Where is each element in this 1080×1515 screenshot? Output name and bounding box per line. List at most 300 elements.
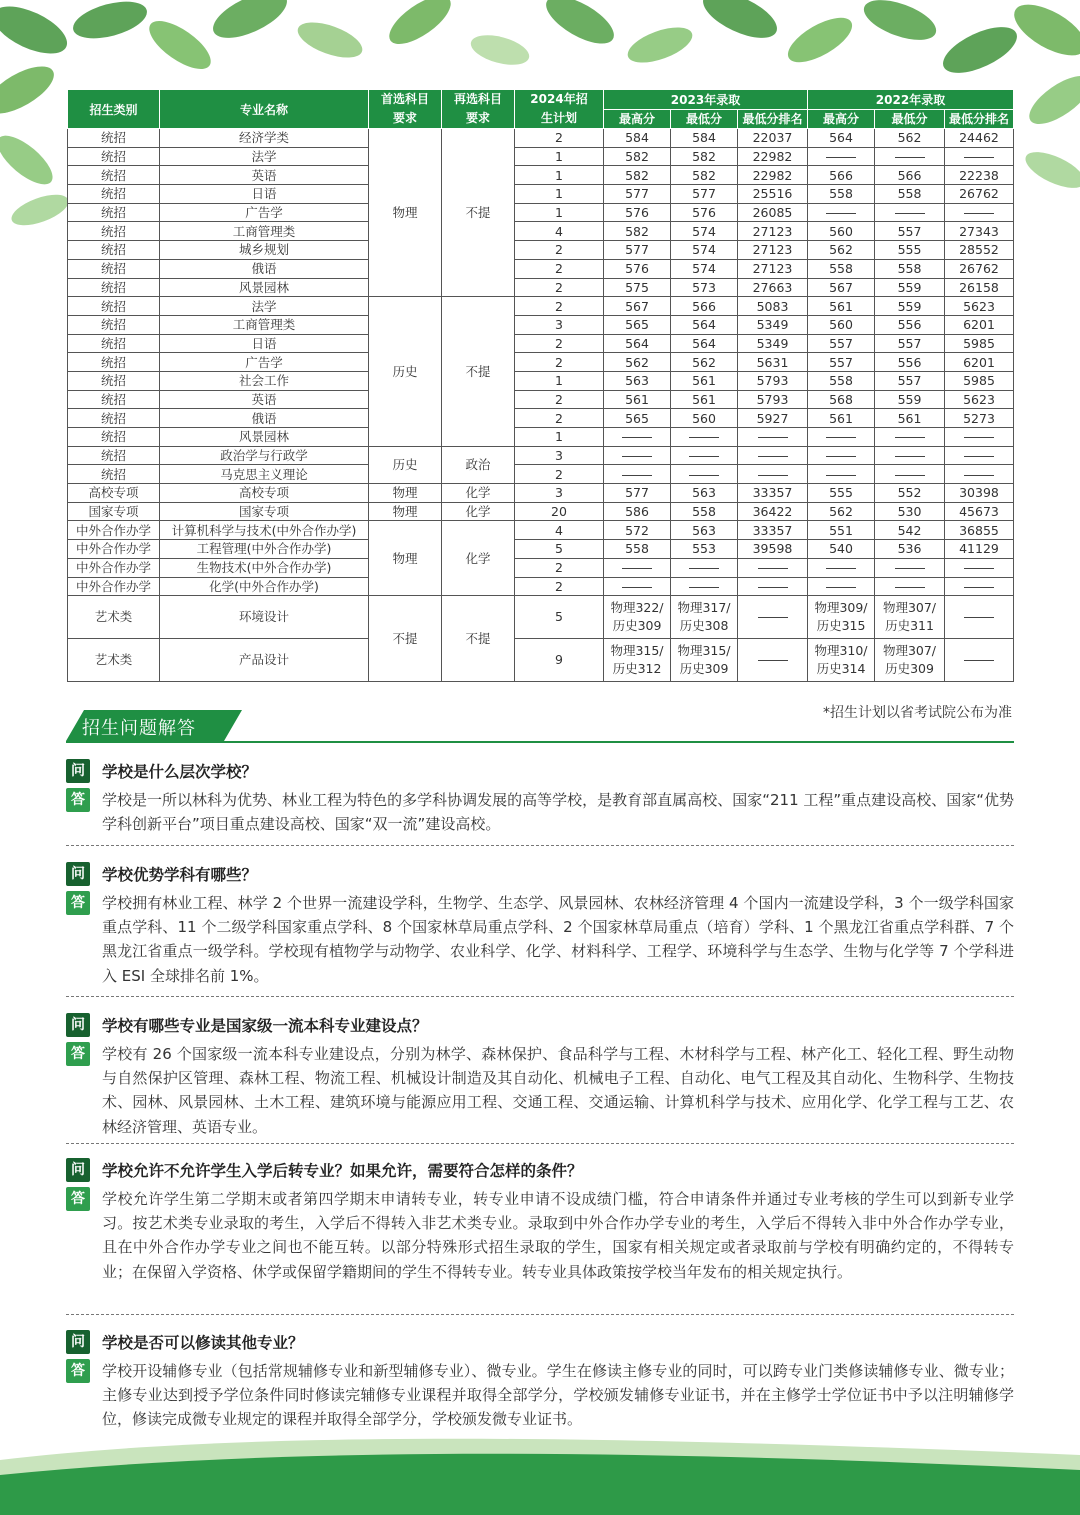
cell-r23: 5631 xyxy=(738,353,808,372)
cell-h22: 540 xyxy=(808,540,875,559)
cell-h23: 565 xyxy=(604,409,671,428)
cell-plan: 1 xyxy=(515,185,604,204)
cell-second-subject: 化学 xyxy=(442,502,515,521)
empty-dash xyxy=(826,587,856,588)
cell-r23: 39598 xyxy=(738,540,808,559)
header-2022-high: 最高分 xyxy=(808,109,875,129)
section-header-banner xyxy=(66,710,1014,743)
cell-major: 法学 xyxy=(160,147,369,166)
cell-category: 统招 xyxy=(68,334,160,353)
cell-l22: 559 xyxy=(875,278,945,297)
empty-dash xyxy=(689,568,719,569)
cell-r22: 41129 xyxy=(945,540,1014,559)
admission-table xyxy=(67,89,1014,682)
table-row xyxy=(68,502,1014,521)
cell-h23: 564 xyxy=(604,334,671,353)
cell-h23: 561 xyxy=(604,390,671,409)
cell-plan: 2 xyxy=(515,577,604,596)
cell-l22: 物理307/ 历史309 xyxy=(875,639,945,682)
cell-plan: 5 xyxy=(515,540,604,559)
empty-dash xyxy=(964,660,994,661)
empty-dash xyxy=(826,475,856,476)
cell-l23: 562 xyxy=(671,353,738,372)
cell-plan: 1 xyxy=(515,166,604,185)
bottom-wave-decoration xyxy=(0,1430,1080,1515)
header-first-subject xyxy=(369,90,442,129)
question-text: 学校是什么层次学校？ xyxy=(102,763,258,781)
cell-r23: 27663 xyxy=(738,278,808,297)
table-row xyxy=(68,484,1014,503)
cell-r22: 22238 xyxy=(945,166,1014,185)
cell-category: 统招 xyxy=(68,409,160,428)
header-first-subject-text: 首选科目要求 xyxy=(381,92,430,125)
empty-dash xyxy=(895,456,925,457)
cell-l23: 582 xyxy=(671,166,738,185)
empty-dash xyxy=(758,456,788,457)
cell-r22 xyxy=(945,639,1014,682)
cell-plan: 3 xyxy=(515,484,604,503)
empty-dash xyxy=(689,475,719,476)
answer-badge: 答 xyxy=(66,1187,90,1211)
cell-plan: 2 xyxy=(515,259,604,278)
cell-second-subject: 化学 xyxy=(442,484,515,503)
cell-h23: 582 xyxy=(604,166,671,185)
cell-category: 统招 xyxy=(68,166,160,185)
cell-major: 法学 xyxy=(160,297,369,316)
cell-h23: 558 xyxy=(604,540,671,559)
cell-h23 xyxy=(604,577,671,596)
cell-major: 生物技术(中外合作办学) xyxy=(160,558,369,577)
empty-dash xyxy=(826,437,856,438)
table-row xyxy=(68,241,1014,260)
cell-h22 xyxy=(808,558,875,577)
cell-l22: 557 xyxy=(875,334,945,353)
cell-second-subject: 政治 xyxy=(442,446,515,483)
cell-plan: 3 xyxy=(515,446,604,465)
cell-category: 中外合作办学 xyxy=(68,577,160,596)
cell-second-subject: 不提 xyxy=(442,297,515,447)
qa-item xyxy=(66,1012,1014,1139)
cell-category: 统招 xyxy=(68,278,160,297)
answer-text: 学校拥有林业工程、林学 2 个世界一流建设学科，生物学、生态学、风景园林、农林经济管理 4 个国内一流建设学科，3 个一级学科国家重点学科、11 个二级学科国家重点学科、8 个国家林草局重点学科、2 个国家林草局重点（培育）学科、1 个黑龙江省重点学科群、7 个黑龙江省重点一级学科。学校现有植物学与动物学、农业科学、化学、材料科学、工程学、环境科学与生态学、生物与化学等 7 个学科进入 ESI 全球排名前 1%。 xyxy=(102,894,1014,985)
empty-dash xyxy=(689,437,719,438)
cell-h22: 物理310/ 历史314 xyxy=(808,639,875,682)
cell-h22 xyxy=(808,203,875,222)
cell-major: 工商管理类 xyxy=(160,315,369,334)
cell-h23: 物理322/ 历史309 xyxy=(604,596,671,639)
cell-r23: 33357 xyxy=(738,484,808,503)
cell-major: 日语 xyxy=(160,185,369,204)
cell-r23: 27123 xyxy=(738,259,808,278)
cell-major: 经济学类 xyxy=(160,129,369,148)
cell-h22 xyxy=(808,465,875,484)
cell-l23 xyxy=(671,428,738,447)
cell-plan: 2 xyxy=(515,353,604,372)
empty-dash xyxy=(964,568,994,569)
cell-plan: 1 xyxy=(515,147,604,166)
cell-r23 xyxy=(738,577,808,596)
cell-l22: 552 xyxy=(875,484,945,503)
cell-major: 城乡规划 xyxy=(160,241,369,260)
cell-r22: 5273 xyxy=(945,409,1014,428)
cell-r23: 5349 xyxy=(738,334,808,353)
cell-plan: 4 xyxy=(515,222,604,241)
cell-major: 工程管理(中外合作办学) xyxy=(160,540,369,559)
cell-r22: 26762 xyxy=(945,185,1014,204)
cell-l22 xyxy=(875,446,945,465)
empty-dash xyxy=(826,568,856,569)
qa-item xyxy=(66,861,1014,988)
cell-l23: 561 xyxy=(671,371,738,390)
cell-r23: 26085 xyxy=(738,203,808,222)
cell-h23: 562 xyxy=(604,353,671,372)
cell-major: 英语 xyxy=(160,166,369,185)
cell-category: 中外合作办学 xyxy=(68,521,160,540)
header-2023: 2023年录取 xyxy=(604,90,808,110)
empty-dash xyxy=(622,568,652,569)
header-plan xyxy=(515,90,604,129)
cell-h23: 584 xyxy=(604,129,671,148)
cell-plan: 1 xyxy=(515,371,604,390)
cell-category: 中外合作办学 xyxy=(68,540,160,559)
cell-l23: 563 xyxy=(671,521,738,540)
empty-dash xyxy=(964,437,994,438)
question-badge: 问 xyxy=(66,759,90,783)
cell-major: 环境设计 xyxy=(160,596,369,639)
cell-category: 艺术类 xyxy=(68,639,160,682)
empty-dash xyxy=(826,213,856,214)
cell-h23: 物理315/ 历史312 xyxy=(604,639,671,682)
cell-category: 国家专项 xyxy=(68,502,160,521)
cell-r23: 25516 xyxy=(738,185,808,204)
empty-dash xyxy=(689,587,719,588)
qa-item xyxy=(66,1329,1014,1432)
cell-second-subject: 不提 xyxy=(442,596,515,682)
cell-l22: 558 xyxy=(875,185,945,204)
empty-dash xyxy=(964,617,994,618)
cell-category: 统招 xyxy=(68,297,160,316)
cell-l22: 555 xyxy=(875,241,945,260)
header-2022-low: 最低分 xyxy=(875,109,945,129)
cell-r22: 5985 xyxy=(945,334,1014,353)
table-row xyxy=(68,577,1014,596)
cell-h22 xyxy=(808,147,875,166)
dashed-separator xyxy=(66,1143,1014,1144)
cell-l23: 577 xyxy=(671,185,738,204)
cell-h23: 576 xyxy=(604,203,671,222)
table-row xyxy=(68,259,1014,278)
cell-l22: 530 xyxy=(875,502,945,521)
question-text: 学校是否可以修读其他专业？ xyxy=(102,1334,304,1352)
question-badge: 问 xyxy=(66,862,90,886)
cell-r23 xyxy=(738,446,808,465)
cell-major: 风景园林 xyxy=(160,278,369,297)
cell-r22 xyxy=(945,428,1014,447)
table-row xyxy=(68,428,1014,447)
table-row xyxy=(68,521,1014,540)
cell-h23: 575 xyxy=(604,278,671,297)
question-badge: 问 xyxy=(66,1013,90,1037)
plan-footnote: *招生计划以省考试院公布为准 xyxy=(823,705,1012,721)
cell-plan: 2 xyxy=(515,241,604,260)
cell-r22 xyxy=(945,147,1014,166)
cell-l23: 564 xyxy=(671,334,738,353)
cell-l23: 574 xyxy=(671,222,738,241)
cell-h22: 567 xyxy=(808,278,875,297)
cell-l22: 559 xyxy=(875,390,945,409)
cell-r23: 36422 xyxy=(738,502,808,521)
empty-dash xyxy=(895,437,925,438)
cell-first-subject: 不提 xyxy=(369,596,442,682)
cell-h23 xyxy=(604,465,671,484)
cell-h23 xyxy=(604,446,671,465)
empty-dash xyxy=(964,475,994,476)
cell-category: 中外合作办学 xyxy=(68,558,160,577)
dashed-separator xyxy=(66,845,1014,846)
cell-l23: 573 xyxy=(671,278,738,297)
cell-h23: 577 xyxy=(604,185,671,204)
cell-l23: 物理315/ 历史309 xyxy=(671,639,738,682)
cell-h22: 物理309/ 历史315 xyxy=(808,596,875,639)
cell-major: 广告学 xyxy=(160,203,369,222)
cell-r23 xyxy=(738,465,808,484)
cell-plan: 2 xyxy=(515,297,604,316)
question-text: 学校优势学科有哪些？ xyxy=(102,866,258,884)
empty-dash xyxy=(758,660,788,661)
cell-plan: 2 xyxy=(515,409,604,428)
cell-h22: 558 xyxy=(808,259,875,278)
admission-table-container xyxy=(67,89,1013,682)
header-category: 招生类别 xyxy=(68,90,160,129)
cell-r22 xyxy=(945,203,1014,222)
cell-first-subject: 历史 xyxy=(369,446,442,483)
cell-major: 政治学与行政学 xyxy=(160,446,369,465)
cell-l23: 576 xyxy=(671,203,738,222)
cell-r23 xyxy=(738,428,808,447)
answer-badge: 答 xyxy=(66,891,90,915)
cell-r23: 5083 xyxy=(738,297,808,316)
header-2022-rank: 最低分排名 xyxy=(945,109,1014,129)
cell-r22 xyxy=(945,446,1014,465)
cell-second-subject: 不提 xyxy=(442,129,515,297)
cell-r22: 6201 xyxy=(945,315,1014,334)
cell-category: 统招 xyxy=(68,465,160,484)
cell-h22: 551 xyxy=(808,521,875,540)
cell-l22 xyxy=(875,147,945,166)
header-2023-low: 最低分 xyxy=(671,109,738,129)
cell-major: 计算机科学与技术(中外合作办学) xyxy=(160,521,369,540)
empty-dash xyxy=(758,437,788,438)
cell-plan: 2 xyxy=(515,390,604,409)
cell-r22 xyxy=(945,558,1014,577)
dashed-separator xyxy=(66,996,1014,997)
cell-category: 统招 xyxy=(68,353,160,372)
cell-l23: 566 xyxy=(671,297,738,316)
cell-l22: 561 xyxy=(875,409,945,428)
cell-category: 统招 xyxy=(68,390,160,409)
cell-l23 xyxy=(671,577,738,596)
cell-h22 xyxy=(808,428,875,447)
empty-dash xyxy=(964,587,994,588)
cell-l23: 553 xyxy=(671,540,738,559)
header-second-subject xyxy=(442,90,515,129)
answer-badge: 答 xyxy=(66,1042,90,1066)
cell-l23: 574 xyxy=(671,241,738,260)
cell-l23: 574 xyxy=(671,259,738,278)
cell-l23 xyxy=(671,446,738,465)
cell-h23: 582 xyxy=(604,222,671,241)
cell-r22: 28552 xyxy=(945,241,1014,260)
question-badge: 问 xyxy=(66,1330,90,1354)
cell-l22: 556 xyxy=(875,315,945,334)
table-row xyxy=(68,297,1014,316)
cell-category: 统招 xyxy=(68,428,160,447)
cell-h22: 560 xyxy=(808,222,875,241)
cell-plan: 2 xyxy=(515,278,604,297)
cell-category: 统招 xyxy=(68,315,160,334)
cell-plan: 2 xyxy=(515,334,604,353)
cell-category: 高校专项 xyxy=(68,484,160,503)
cell-first-subject: 物理 xyxy=(369,129,442,297)
cell-h22: 557 xyxy=(808,353,875,372)
table-row xyxy=(68,315,1014,334)
cell-category: 统招 xyxy=(68,185,160,204)
cell-r22: 24462 xyxy=(945,129,1014,148)
empty-dash xyxy=(622,456,652,457)
qa-item xyxy=(66,758,1014,836)
cell-l22: 558 xyxy=(875,259,945,278)
cell-major: 高校专项 xyxy=(160,484,369,503)
cell-plan: 2 xyxy=(515,465,604,484)
table-row xyxy=(68,639,1014,682)
cell-l23 xyxy=(671,558,738,577)
cell-l22: 物理307/ 历史311 xyxy=(875,596,945,639)
cell-plan: 3 xyxy=(515,315,604,334)
empty-dash xyxy=(758,568,788,569)
table-row xyxy=(68,371,1014,390)
cell-r22: 30398 xyxy=(945,484,1014,503)
cell-h23: 582 xyxy=(604,147,671,166)
table-row xyxy=(68,409,1014,428)
empty-dash xyxy=(964,213,994,214)
cell-r23 xyxy=(738,639,808,682)
cell-h23: 567 xyxy=(604,297,671,316)
cell-category: 统招 xyxy=(68,259,160,278)
cell-l23: 563 xyxy=(671,484,738,503)
empty-dash xyxy=(622,587,652,588)
cell-h23: 572 xyxy=(604,521,671,540)
cell-l22 xyxy=(875,558,945,577)
table-row xyxy=(68,465,1014,484)
question-badge: 问 xyxy=(66,1158,90,1182)
cell-r22: 5623 xyxy=(945,390,1014,409)
header-2023-rank: 最低分排名 xyxy=(738,109,808,129)
cell-h23: 576 xyxy=(604,259,671,278)
answer-text: 学校有 26 个国家级一流本科专业建设点，分别为林学、森林保护、食品科学与工程、木材科学与工程、林产化工、轻化工程、野生动物与自然保护区管理、森林工程、物流工程、机械设计制造及其自动化、机械电子工程、自动化、电气工程及其自动化、生物科学、生物技术、园林、风景园林、土木工程、建筑环境与能源应用工程、交通工程、交通运输、计算机科学与技术、应用化学、化学工程与工艺、农林经济管理、英语专业。 xyxy=(102,1045,1014,1136)
header-plan-text: 2024年招生计划 xyxy=(530,92,588,125)
answer-badge: 答 xyxy=(66,788,90,812)
empty-dash xyxy=(826,157,856,158)
table-row xyxy=(68,390,1014,409)
table-row xyxy=(68,278,1014,297)
cell-h22: 560 xyxy=(808,315,875,334)
cell-major: 俄语 xyxy=(160,409,369,428)
cell-plan: 9 xyxy=(515,639,604,682)
header-second-subject-text: 再选科目要求 xyxy=(454,92,503,125)
cell-major: 社会工作 xyxy=(160,371,369,390)
cell-r23 xyxy=(738,596,808,639)
section-title: 招生问题解答 xyxy=(82,718,196,739)
cell-r23: 27123 xyxy=(738,222,808,241)
cell-r23: 5349 xyxy=(738,315,808,334)
cell-category: 统招 xyxy=(68,203,160,222)
table-row xyxy=(68,540,1014,559)
cell-l23: 物理317/ 历史308 xyxy=(671,596,738,639)
header-2022: 2022年录取 xyxy=(808,90,1014,110)
cell-r23: 22982 xyxy=(738,166,808,185)
cell-l23: 558 xyxy=(671,502,738,521)
cell-h22: 568 xyxy=(808,390,875,409)
cell-h22: 558 xyxy=(808,185,875,204)
cell-plan: 2 xyxy=(515,129,604,148)
cell-plan: 4 xyxy=(515,521,604,540)
cell-h22: 558 xyxy=(808,371,875,390)
cell-plan: 20 xyxy=(515,502,604,521)
cell-h22: 564 xyxy=(808,129,875,148)
empty-dash xyxy=(758,617,788,618)
cell-l22: 566 xyxy=(875,166,945,185)
answer-text: 学校是一所以林科为优势、林业工程为特色的多学科协调发展的高等学校，是教育部直属高校、国家“211 工程”重点建设高校、国家“优势学科创新平台”项目重点建设高校、国家“双一流”建设高校。 xyxy=(102,791,1014,834)
cell-h22 xyxy=(808,446,875,465)
cell-plan: 1 xyxy=(515,428,604,447)
cell-r23: 5793 xyxy=(738,371,808,390)
cell-h23 xyxy=(604,558,671,577)
cell-h22: 555 xyxy=(808,484,875,503)
table-row xyxy=(68,129,1014,148)
cell-category: 统招 xyxy=(68,129,160,148)
empty-dash xyxy=(895,568,925,569)
table-row xyxy=(68,446,1014,465)
cell-l22 xyxy=(875,465,945,484)
table-row xyxy=(68,353,1014,372)
cell-h23: 586 xyxy=(604,502,671,521)
empty-dash xyxy=(964,157,994,158)
cell-plan: 2 xyxy=(515,558,604,577)
cell-r22 xyxy=(945,577,1014,596)
cell-l22: 557 xyxy=(875,222,945,241)
cell-r22 xyxy=(945,596,1014,639)
cell-category: 统招 xyxy=(68,147,160,166)
cell-h22: 557 xyxy=(808,334,875,353)
cell-r23: 5793 xyxy=(738,390,808,409)
cell-major: 日语 xyxy=(160,334,369,353)
cell-r22: 6201 xyxy=(945,353,1014,372)
admission-table-body xyxy=(68,129,1014,682)
cell-major: 马克思主义理论 xyxy=(160,465,369,484)
cell-r22 xyxy=(945,465,1014,484)
table-row xyxy=(68,185,1014,204)
empty-dash xyxy=(622,475,652,476)
empty-dash xyxy=(622,437,652,438)
cell-l22 xyxy=(875,203,945,222)
cell-r22: 5623 xyxy=(945,297,1014,316)
empty-dash xyxy=(826,456,856,457)
cell-major: 产品设计 xyxy=(160,639,369,682)
cell-h22 xyxy=(808,577,875,596)
qa-item xyxy=(66,1157,1014,1284)
cell-l22 xyxy=(875,577,945,596)
cell-r22: 26158 xyxy=(945,278,1014,297)
